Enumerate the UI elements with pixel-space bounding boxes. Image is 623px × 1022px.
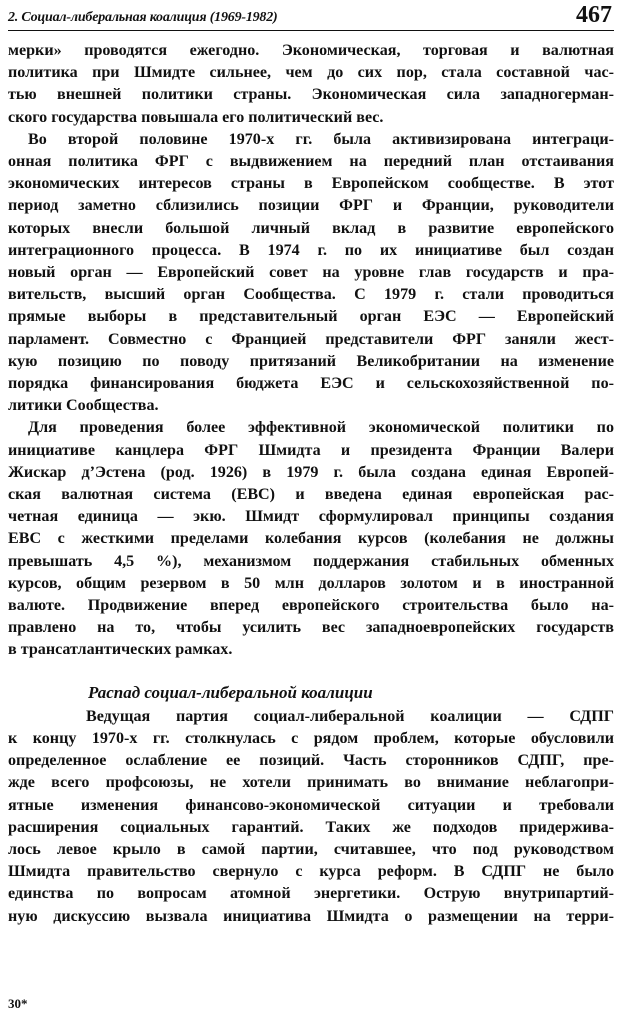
- text-line: расширения социальных гарантий. Таких же подходов придерживa-: [8, 818, 614, 836]
- text-line: четная единица — экю. Шмидт сформулировал принципы создания: [8, 508, 614, 526]
- text-line: ЕВС с жесткими пределами колебания курсов (колебания не должны: [8, 530, 614, 548]
- text-line: прямые выборы в представительный орган ЕЭС — Европейский: [8, 308, 614, 326]
- text-line: определенное ослабление ее позиций. Часть сторонников СДПГ, пре-: [8, 752, 614, 770]
- text-line: онная политика ФРГ с выдвижением на передний план отстаивания: [8, 153, 614, 171]
- text-line: порядка финансирования бюджета ЕЭС и сельскохозяйственной по-: [8, 375, 614, 393]
- text-line: ская валютная система (ЕВС) и введена единая европейская рас-: [8, 486, 614, 504]
- page-number: 467: [576, 2, 612, 28]
- paragraph-2: [8, 129, 614, 418]
- text-line: инициативе канцлера ФРГ Шмидта и президента Франции Валери: [8, 441, 614, 459]
- text-line: тью внешней политики страны. Экономическая сила западногерман-: [8, 86, 614, 104]
- text-line: Жискар д’Эстена (род. 1926) в 1979 г. была создана единая Европей-: [8, 463, 614, 481]
- text-line: единства по вопросам атомной энергетики. Острую внутрипартий-: [8, 885, 614, 903]
- text-line: парламент. Совместно с Францией представители ФРГ заняли жест-: [8, 330, 614, 348]
- text-line: кую позицию по поводу притязаний Великобритании на изменение: [8, 352, 614, 370]
- section-subheading: Распад социал-либеральной коалиции: [88, 682, 373, 702]
- text-line: Ведущая партия социал-либеральной коалиции — СДПГ: [86, 707, 614, 725]
- text-line: валюте. Продвижение вперед европейского строительства было на-: [8, 597, 614, 615]
- text-line: интеграционного процесса. В 1974 г. по их инициативе был создан: [8, 241, 614, 259]
- text-line: Шмидта правительство свернуло с курса реформ. В СДПГ не было: [8, 863, 614, 881]
- body-text: [8, 40, 614, 928]
- text-line: вительств, высший орган Сообщества. С 1979 г. стали проводиться: [8, 286, 614, 304]
- running-head: [8, 2, 614, 31]
- text-line: правлено на то, чтобы усилить вес западноевропейских государств: [8, 619, 614, 637]
- text-line: которых внесли большой личный вклад в развитие европейского: [8, 219, 614, 237]
- text-line: экономических интересов страны в Европейском сообществе. В этот: [8, 175, 614, 193]
- running-title: 2. Социал-либеральная коалиция (1969-1982): [8, 10, 278, 25]
- text-line: новый орган — Европейский совет на уровне глав государств и пра-: [8, 264, 614, 282]
- text-line: литики Сообщества.: [8, 397, 159, 415]
- text-line: мерки» проводятся ежегодно. Экономическая, торговая и валютная: [8, 42, 614, 59]
- text-line: ную дискуссию вызвала инициатива Шмидта о размещении на терри-: [8, 907, 614, 925]
- paragraph-4: [8, 706, 614, 928]
- signature-mark: 30*: [8, 996, 28, 1011]
- text-line: жде всего профсоюзы, не хотели принимать во внимание неблагопри-: [8, 774, 614, 792]
- text-line: к концу 1970-х гг. столкнулась с рядом проблем, которые обусловили: [8, 729, 614, 747]
- text-line: Для проведения более эффективной экономической политики по: [28, 419, 614, 437]
- text-line: период заметно сблизились позиции ФРГ и Франции, руководители: [8, 197, 614, 215]
- paragraph-1: [8, 40, 614, 129]
- text-line: ского государства повышала его политический вес.: [8, 108, 384, 126]
- text-line: в трансатлантических рамках.: [8, 641, 233, 659]
- text-line: курсов, общим резервом в 50 млн долларов золотом и в иностранной: [8, 574, 614, 592]
- text-line: лось левое крыло в самой партии, считавшее, что под руководством: [8, 840, 614, 858]
- text-line: политика при Шмидте сильнее, чем до сих пор, стала составной час-: [8, 64, 614, 82]
- text-line: Во второй половине 1970-х гг. была активизирована интеграци-: [28, 130, 614, 148]
- text-line: ятные изменения финансово-экономической ситуации и требовали: [8, 796, 614, 814]
- text-line: превышать 4,5 %), механизмом поддержания стабильных обменных: [8, 552, 614, 570]
- paragraph-3: [8, 417, 614, 661]
